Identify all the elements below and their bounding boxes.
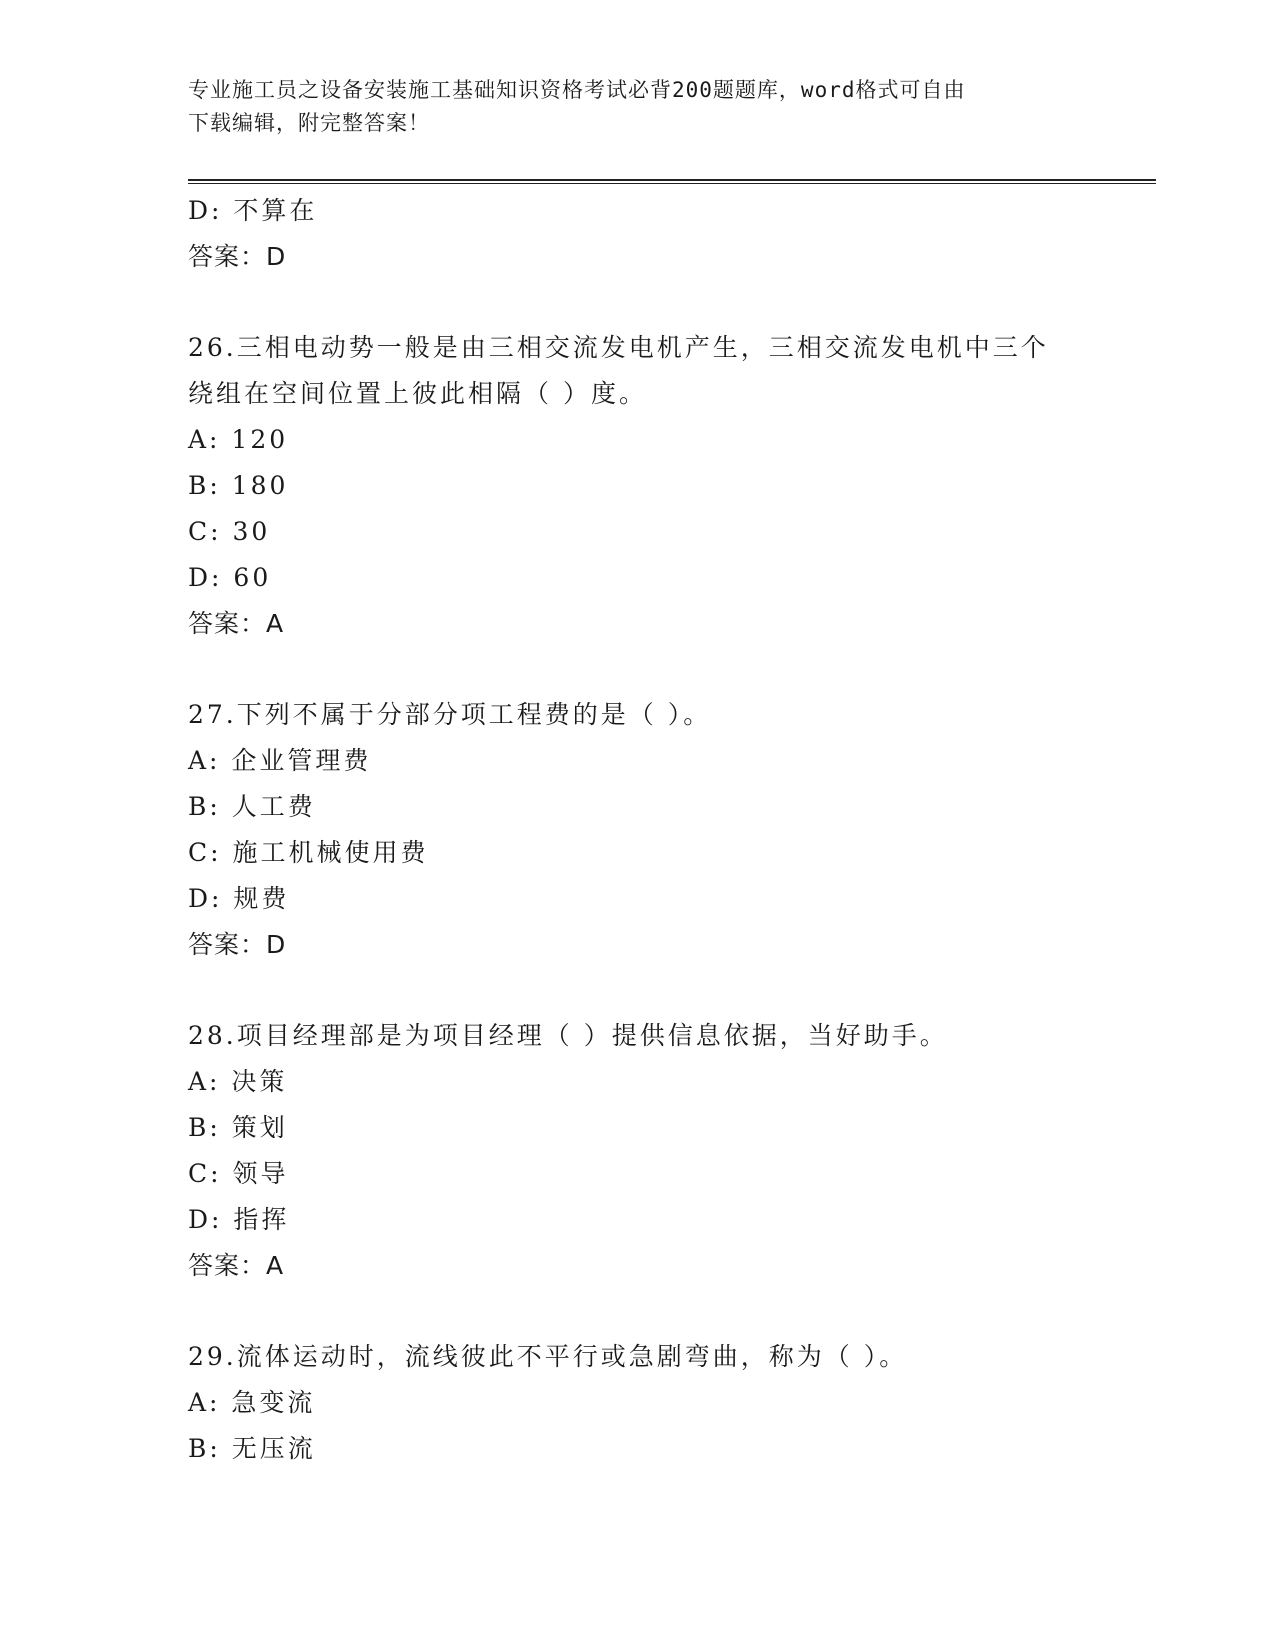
option-c: C: 30 [188,517,271,546]
question-28 [188,1013,1088,1289]
answer-line: 答案：A [188,609,285,638]
question-26 [188,325,1088,647]
document-header [188,74,1088,140]
option-c: C: 施工机械使用费 [188,838,429,867]
option-d: D: 指挥 [188,1205,290,1234]
option-c: C: 领导 [188,1159,289,1188]
question-stem: 28.项目经理部是为项目经理（ ）提供信息依据，当好助手。 [188,1021,948,1050]
question-27 [188,692,1088,968]
question-stem: 27.下列不属于分部分项工程费的是（ ）。 [188,700,712,729]
option-a: A: 120 [188,425,289,454]
header-divider-thin [188,183,1156,184]
option-d: D: 60 [188,563,272,592]
answer-line: 答案：A [188,1251,285,1280]
option-a: A: 企业管理费 [188,746,372,775]
option-b: B: 无压流 [188,1434,316,1463]
option-b: B: 180 [188,471,289,500]
option-a: A: 决策 [188,1067,288,1096]
question-stem: 26.三相电动势一般是由三相交流发电机产生，三相交流发电机中三个 [188,333,1049,362]
header-line-2: 下载编辑，附完整答案！ [188,111,430,135]
option-d: D: 不算在 [188,196,318,225]
question-29 [188,1334,1088,1472]
question-stem-continued: 绕组在空间位置上彼此相隔（ ）度。 [188,379,647,408]
answer-line: 答案：D [188,242,287,271]
option-d: D: 规费 [188,884,290,913]
option-a: A: 急变流 [188,1388,316,1417]
option-b: B: 人工费 [188,792,316,821]
question-list [188,188,1088,1472]
header-divider [188,179,1156,181]
header-line-1: 专业施工员之设备安装施工基础知识资格考试必背200题题库，word格式可自由 [188,78,966,102]
option-b: B: 策划 [188,1113,288,1142]
answer-line: 答案：D [188,930,287,959]
question-25-tail [188,188,1088,280]
question-stem: 29.流体运动时，流线彼此不平行或急剧弯曲，称为（ ）。 [188,1342,908,1371]
